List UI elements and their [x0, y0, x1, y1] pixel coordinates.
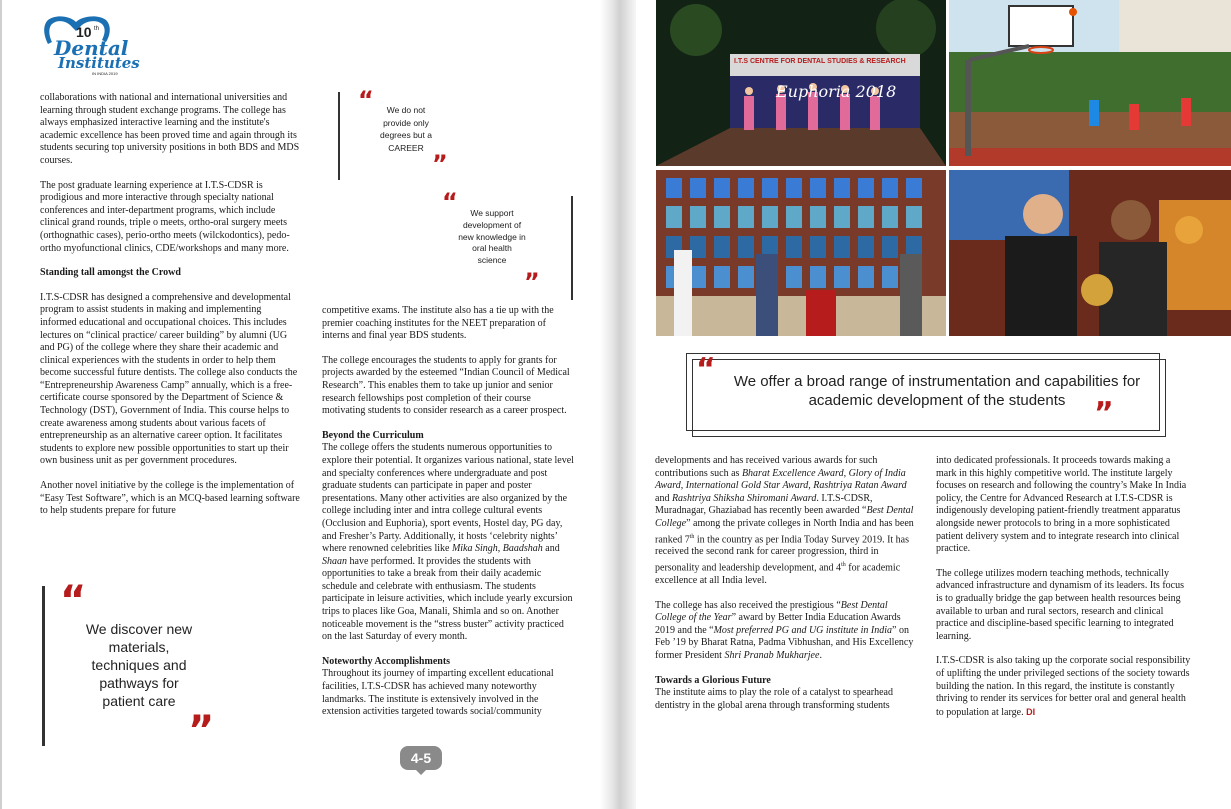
- paragraph: The college utilizes modern teaching methods, technically advanced infrastructure and dynamism of its leaders. Its focus is to gradually bridge the gap between health resources being available to urban and rural sectors, research and clinical practice and discipline-based specific learning to integrated learning.: [936, 567, 1184, 642]
- page-number-pointer: [414, 768, 428, 775]
- paragraph: The institute aims to play the role of a catalyst to spearhead dentistry in the global arena through transforming students: [655, 687, 893, 711]
- book-gutter: [600, 0, 640, 809]
- ordinal-suffix: th: [841, 562, 846, 569]
- text-run: I.T.S-CDSR is also taking up the corporate social responsibility of uplifting the under privileged sections of the society towards building the nation. In this regard, the institute is constantly thriving to render its services for better oral and general health to population at large.: [936, 655, 1191, 718]
- pull-quote-top2: [438, 188, 564, 300]
- text-run: The college has also received the prestigious “: [655, 599, 841, 611]
- ordinal-suffix: th: [689, 533, 695, 540]
- paragraph: into dedicated professionals. It proceeds towards making a mark in this highly competitive world. The institute largely focuses on research and following the country’s Make In India policy, the Centre for Advanced Research at I.T.S-CDSR is indigenously developing patient-friendly treatment apparatus alongside newer protocols to bring in a more sophisticated patient delivery system and to integrate research into clinical practice.: [936, 455, 1187, 555]
- award-name: Most preferred PG and UG institute in India: [713, 624, 893, 636]
- text-run: ” on Feb ’19 by Bharat Ratna, Padma Vibhushan, and His Excellency former President: [655, 624, 914, 661]
- big-quote-text: We offer a broad range of instrumentation and capabilities for academic development of the students: [733, 373, 1141, 409]
- section-heading: Beyond the Curriculum: [322, 429, 424, 441]
- section-heading: Towards a Glorious Future: [655, 674, 771, 686]
- section-heading: Standing tall amongst the Crowd: [40, 267, 181, 279]
- pull-quote-left: [42, 586, 45, 746]
- close-quote-icon: ”: [1094, 396, 1114, 431]
- celebrity-name: Shaan: [322, 555, 347, 567]
- logo-line2: Institutes: [58, 54, 140, 72]
- pull-quote-top1: [346, 86, 456, 180]
- text-run: and: [655, 492, 672, 504]
- text-run: in the country as per India Today Survey 2019. It has received the second rank for career progression, third in personality and leadership development, and 4: [655, 533, 910, 574]
- photo-basketball-court: [949, 0, 1231, 166]
- text-run: . I.T.S-CDSR, Muradnagar, Ghaziabad has recently been awarded “: [655, 492, 873, 517]
- pull-quote-top1-bar: [338, 92, 340, 180]
- photo-stage-performance: [656, 0, 946, 166]
- text-run: ” award by Better India Education Awards 2019 and the “: [655, 612, 901, 636]
- right-page: [636, 0, 1231, 809]
- photo-library: [656, 170, 946, 336]
- pull-quote-text: We support development of new knowledge in oral health science: [458, 208, 526, 266]
- paragraph: I.T.S-CDSR has designed a comprehensive and developmental program to assist students in making and implementing informed educational and occupational choices. This includes lectures on “clinical practice/ career building” by alumni (UG and PG) of the college where they share their academic and clinical experiences with the students in order to help them become successful future dentists. The college also conducts the “Entrepreneurship Awareness Camp” annually, which is a free-certificate course sponsored by the Department of Science & Technology (DST), Government of India. This course helps to create awareness among students about various facets of entrepreneurship as an alternative career option. It facilitates students to explore new possible opportunities to start up their own business unit as per government procedures.: [40, 291, 298, 467]
- award-name: Best Dental College of the Year: [655, 599, 888, 624]
- banner-event: Euphoria 2018: [776, 82, 897, 101]
- right-column-2: [936, 455, 1191, 731]
- paragraph: The college encourages the students to apply for grants for projects awarded by the esteemed “Indian Council of Medical Research”. This enables them to take up junior and senior research fellowships post completion of their course motivating students to consider research as a career prospect.: [322, 354, 570, 417]
- pull-quote-left-content: [54, 578, 224, 754]
- award-names: Bharat Excellence Award, Glory of India Award, International Gold Star Award, Rashtriya Ratan Award: [655, 467, 907, 492]
- text-run: developments and has received various awards for such contributions such as: [655, 455, 878, 479]
- award-name: Rashtriya Shiksha Shiromani Award: [671, 492, 817, 504]
- right-column-1: [655, 455, 915, 724]
- close-quote-icon: ”: [524, 268, 540, 296]
- paragraph: Throughout its journey of imparting excellent educational facilities, I.T.S-CDSR has achieved many noteworthy landmarks. The institute is extensively involved in the extension activities targeted towards social/community: [322, 668, 554, 718]
- award-name: Best Dental College: [655, 505, 914, 529]
- paragraph: competitive exams. The institute also has a tie up with the premier coaching institutes for the NEET preparation of interns and final year BDS students.: [322, 305, 554, 342]
- open-quote-icon: “: [358, 86, 374, 114]
- paragraph: [322, 442, 574, 644]
- section-heading: Noteworthy Accomplishments: [322, 655, 451, 667]
- paragraph: [936, 655, 1191, 719]
- logo-line1: Dental: [54, 36, 129, 60]
- paragraph: [655, 455, 915, 588]
- close-quote-icon: ”: [188, 708, 215, 754]
- paragraph: [655, 600, 915, 663]
- left-column-2: [322, 305, 574, 731]
- pull-quote-top2-bar: [571, 196, 573, 300]
- text-run: The college offers the students numerous opportunities to explore their potential. It organizes various national, state level and specialty conferences where undergraduate and post graduate students can participate in paper and poster presentations. Many other activities are also organized by the college including inter and intra college cultural events (Occlusion and Euphoria), sport events, Hostel day, PG day, and Fresher’s Party. Additionally, it hosts ‘celebrity nights’ where renowned celebrities like: [322, 442, 574, 555]
- text-run: ,: [497, 543, 503, 555]
- close-quote-icon: ”: [432, 150, 448, 178]
- text-run: for academic excellence at all India level.: [655, 562, 901, 586]
- text-run: have performed. It provides the students with opportunities to take a break from their daily academic schedule and celebrate with enthusiasm. The students participate in leisure activities, which include yearly excursion trips to places like Goa, Manali, Shimla and so on. Another noticeable movement is the “stress buster” activity practiced on the last Saturday of every month.: [322, 555, 573, 643]
- end-mark-icon: DI: [1026, 706, 1036, 717]
- paragraph: Another novel initiative by the college is the implementation of “Easy Test Software”, which is an MCQ-based learning software to help students prepare for future: [40, 480, 300, 517]
- text-run: ” among the private colleges in North India and has been ranked 7: [655, 517, 914, 545]
- left-column-1: [40, 92, 300, 530]
- text-run: and: [542, 543, 560, 555]
- paragraph: The post graduate learning experience at I.T.S-CDSR is prodigious and more interactive through specialty national conferences and inter-department programs, which include clinical grand rounds, triple o meets, ortho-oral surgery meets (orthognathic cases), perio-ortho meets (wilckodontics), pedo-ortho myofunctional clinics, CDE/workshops and many more.: [40, 179, 290, 254]
- dental-institutes-logo: [40, 14, 140, 78]
- paragraph: collaborations with national and international universities and learning through student exchange programs. The college has always emphasized interactive learning and the institute's academic excellence has been proved time and again through its students securing top university positions in both BDS and MDS courses.: [40, 92, 300, 166]
- pull-quote-text: We discover new materials, techniques and pathways for patient care: [85, 621, 193, 709]
- logo-number-suffix: th: [94, 26, 100, 32]
- text-run: .: [819, 649, 822, 661]
- photo-award-ceremony: [949, 170, 1231, 336]
- celebrity-name: Baadshah: [502, 543, 543, 555]
- person-name: Shri Pranab Mukharjee: [724, 649, 820, 661]
- pull-quote-text: We do not provide only degrees but a CAREER: [380, 105, 432, 153]
- banner-title: I.T.S CENTRE FOR DENTAL STUDIES & RESEARCH: [734, 58, 906, 65]
- open-quote-icon: “: [696, 352, 716, 387]
- open-quote-icon: “: [442, 188, 458, 216]
- celebrity-name: Mika Singh: [451, 543, 498, 555]
- logo-tagline: IN INDIA 2019: [92, 71, 118, 76]
- page-number-badge: 4-5: [400, 746, 442, 770]
- open-quote-icon: “: [60, 578, 87, 624]
- left-page: [0, 0, 605, 809]
- logo-number: 10: [76, 24, 92, 40]
